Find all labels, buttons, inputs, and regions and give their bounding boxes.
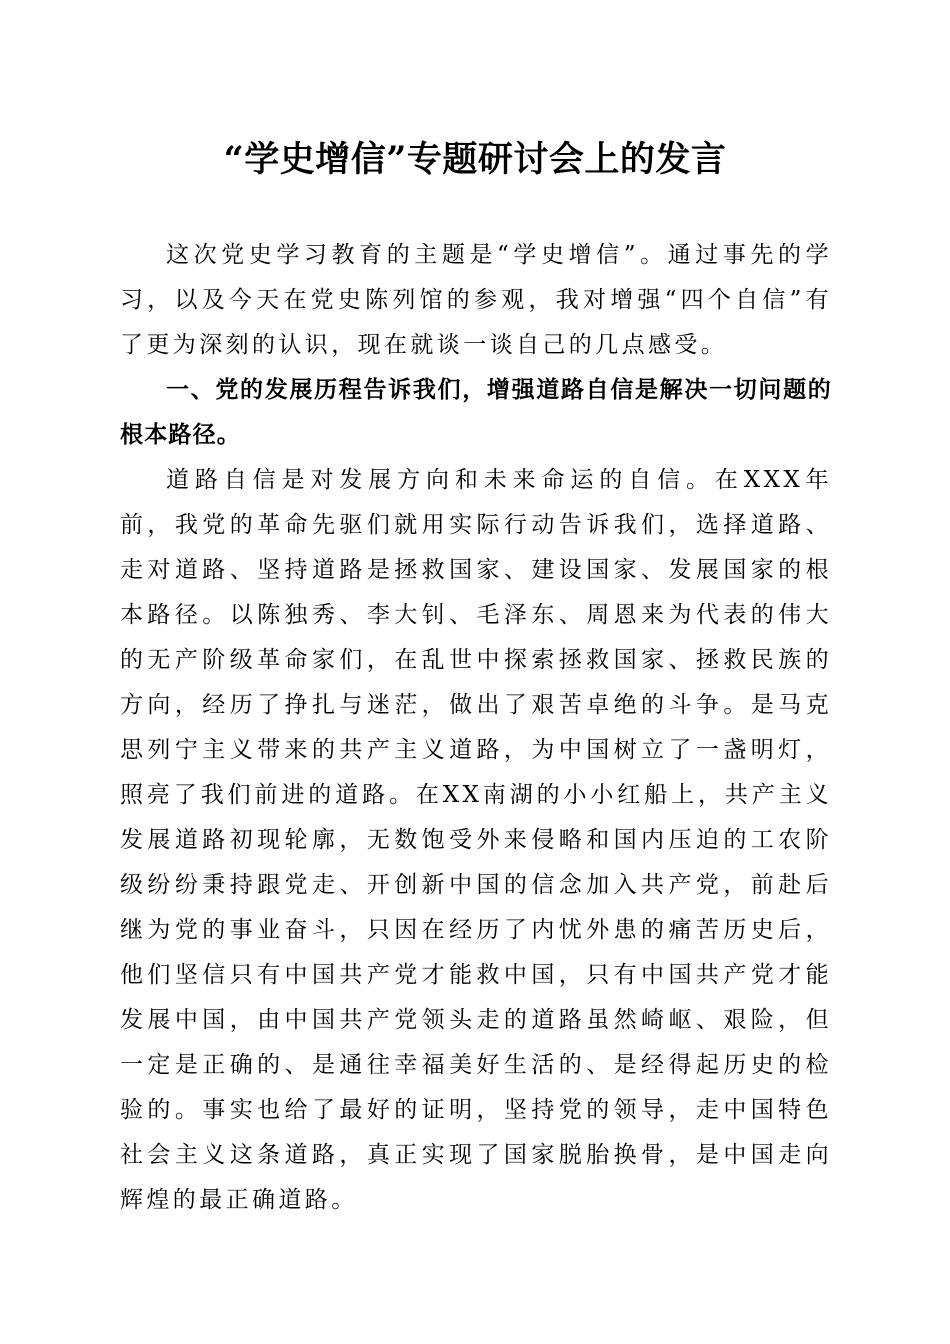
- document-body: [120, 233, 832, 1223]
- intro-paragraph: 这次党史学习教育的主题是“学史增信”。通过事先的学习，以及今天在党史陈列馆的参观，我对增强“四个自信”有了更为深刻的认识，现在就谈一谈自己的几点感受。: [120, 242, 832, 358]
- section-heading: 一、党的发展历程告诉我们，增强道路自信是解决一切问题的根本路径。: [120, 377, 832, 448]
- document-title: “学史增信”专题研讨会上的发言: [223, 139, 727, 180]
- body-paragraph: 道路自信是对发展方向和未来命运的自信。在XXX年前，我党的革命先驱们就用实际行动告诉我们，选择道路、走对道路、坚持道路是拯救国家、建设国家、发展国家的根本路径。以陈独秀、李大钊、毛泽东、周恩来为代表的伟大的无产阶级革命家们，在乱世中探索拯救国家、拯救民族的方向，经历了挣扎与迷茫，做出了艰苦卓绝的斗争。是马克思列宁主义带来的共产主义道路，为中国树立了一盏明灯，照亮了我们前进的道路。在XX南湖的小小红船上，共产主义发展道路初现轮廓，无数饱受外来侵略和国内压迫的工农阶级纷纷秉持跟党走、开创新中国的信念加入共产党，前赴后继为党的事业奋斗，只因在经历了内忧外患的痛苦历史后，他们坚信只有中国共产党才能救中国，只有中国共产党才能发展中国，由中国共产党领头走的道路虽然崎岖、艰险，但一定是正确的、是通往幸福美好生活的、是经得起历史的检验的。事实也给了最好的证明，坚持党的领导，走中国特色社会主义这条道路，真正实现了国家脱胎换骨，是中国走向辉煌的最正确道路。: [120, 467, 832, 1213]
